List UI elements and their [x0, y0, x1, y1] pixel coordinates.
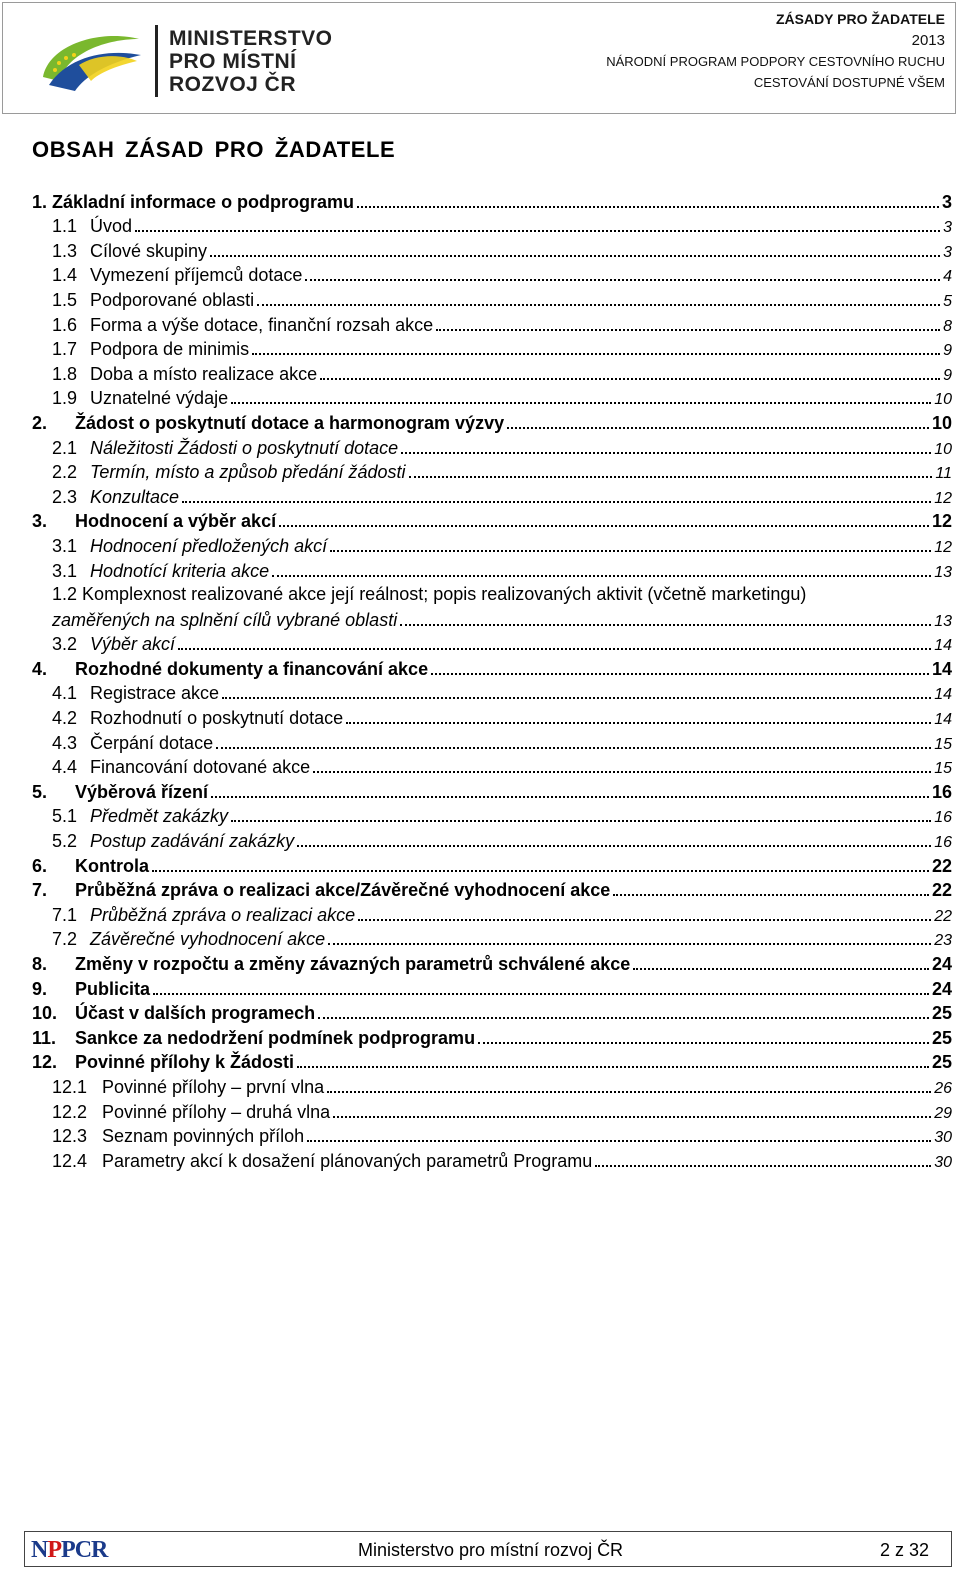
nppcr-logo: NPPCR	[31, 1537, 108, 1563]
toc-entry-number: 11.	[32, 1027, 57, 1048]
toc-page-number: 9	[943, 366, 952, 384]
toc-page-number: 10	[934, 391, 952, 409]
toc-entry-text: Úvod	[90, 216, 133, 237]
toc-entry-text: Základní informace o podprogramu	[52, 191, 355, 212]
toc-entry[interactable]	[32, 729, 952, 754]
toc-entry[interactable]	[32, 680, 952, 705]
toc-entry-number: 2.	[32, 412, 48, 433]
toc-entry-number: 5.2	[52, 831, 78, 852]
toc-entry-number: 1.7	[52, 339, 78, 360]
header-program: NÁRODNÍ PROGRAM PODPORY CESTOVNÍHO RUCHU	[606, 54, 945, 69]
toc-entry-number: 3.	[32, 511, 48, 532]
toc-entry-number: 3.2	[52, 634, 78, 655]
logo-divider	[155, 25, 158, 97]
toc-entry-text: Seznam povinných příloh	[102, 1126, 305, 1147]
toc-entry[interactable]	[32, 1049, 952, 1074]
toc-leader-dots	[613, 894, 929, 896]
toc-entry-text: Výběrová řízení	[75, 781, 209, 802]
toc-leader-dots	[279, 525, 929, 527]
toc-entry[interactable]	[32, 827, 952, 852]
toc-entry-text: Forma a výše dotace, finanční rozsah akce	[90, 314, 434, 335]
toc-entry[interactable]	[32, 311, 952, 336]
toc-entry[interactable]	[32, 409, 952, 434]
toc-entry-text: Hodnotící kriteria akce	[90, 560, 270, 581]
logo-wordmark: MINISTERSTVO PRO MÍSTNÍ ROZVOJ ČR	[169, 27, 333, 96]
toc-leader-dots	[409, 476, 933, 478]
header-year: 2013	[911, 32, 945, 49]
toc-page-number: 10	[934, 440, 952, 458]
toc-page-number: 13	[934, 563, 952, 581]
toc-leader-dots	[182, 501, 931, 503]
toc-entry[interactable]	[32, 975, 952, 1000]
toc-leader-dots	[272, 575, 931, 577]
toc-entry-text: Závěrečné vyhodnocení akce	[90, 929, 326, 950]
toc-leader-dots	[357, 206, 939, 208]
toc-entry-number: 1.4	[52, 265, 78, 286]
toc-entry-number: 4.4	[52, 757, 78, 778]
page-title: OBSAH ZÁSAD PRO ŽADATELE	[32, 137, 396, 162]
toc-entry[interactable]	[32, 360, 952, 385]
toc-leader-dots	[328, 943, 931, 945]
toc-entry[interactable]	[32, 1147, 952, 1172]
toc-page-number: 14	[931, 658, 952, 679]
toc-page-number: 25	[931, 1052, 952, 1073]
toc-entry-number: 6.	[32, 855, 48, 876]
toc-page-number: 8	[943, 317, 952, 335]
table-of-contents	[32, 188, 952, 1172]
toc-page-number: 3	[943, 219, 952, 237]
page-footer	[24, 1531, 952, 1567]
toc-entry-text: Změny v rozpočtu a změny závazných parametrů schválené akce	[75, 954, 631, 974]
toc-leader-dots	[358, 919, 931, 921]
toc-page-number: 15	[934, 735, 952, 753]
toc-page-number: 22	[931, 855, 952, 876]
toc-page-number: 4	[943, 268, 952, 286]
toc-page-number: 24	[931, 978, 952, 999]
toc-page-number: 30	[934, 1153, 952, 1171]
toc-leader-dots	[216, 747, 931, 749]
toc-entry-number: 1.	[32, 191, 48, 212]
toc-entry-number: 1.1	[52, 216, 78, 237]
toc-leader-dots	[320, 378, 940, 380]
toc-page-number: 14	[934, 711, 952, 729]
toc-page-number: 29	[934, 1104, 952, 1122]
toc-entry[interactable]	[32, 950, 952, 975]
toc-leader-dots	[305, 279, 940, 281]
toc-entry-text: Financování dotované akce	[90, 757, 311, 778]
toc-leader-dots	[252, 353, 940, 355]
toc-entry[interactable]	[32, 336, 952, 361]
toc-leader-dots	[400, 624, 931, 626]
toc-entry[interactable]	[32, 877, 952, 902]
toc-entry[interactable]	[32, 704, 952, 729]
toc-entry-text: Povinné přílohy – druhá vlna	[102, 1101, 331, 1122]
toc-entry-number: 1.8	[52, 363, 78, 384]
toc-entry-number: 12.1	[52, 1076, 88, 1097]
toc-entry[interactable]	[32, 803, 952, 828]
toc-leader-dots	[297, 845, 931, 847]
toc-entry-text: Sankce za nedodržení podmínek podprogramu	[75, 1027, 476, 1048]
toc-page-number: 22	[931, 880, 952, 901]
toc-page-number: 24	[931, 954, 952, 974]
toc-entry[interactable]	[32, 188, 952, 213]
toc-entry-number: 1.9	[52, 388, 78, 409]
toc-entry-number: 1.6	[52, 314, 78, 335]
toc-entry-number: 7.1	[52, 904, 78, 925]
toc-page-number: 30	[934, 1129, 952, 1147]
toc-page-number: 26	[934, 1079, 952, 1097]
toc-entry-text: Náležitosti Žádosti o poskytnutí dotace	[90, 437, 399, 458]
toc-page-number: 16	[934, 809, 952, 827]
toc-leader-dots	[152, 870, 929, 872]
toc-entry[interactable]	[32, 754, 952, 779]
toc-entry-number: 4.2	[52, 708, 78, 729]
toc-page-number: 15	[934, 760, 952, 778]
toc-entry-text: Vymezení příjemců dotace	[90, 265, 303, 286]
toc-entry-text: Registrace akce	[90, 683, 220, 704]
toc-entry-number: 2.1	[52, 437, 78, 458]
toc-page-number: 12	[934, 489, 952, 507]
toc-entry-text: Předmět zakázky	[90, 806, 229, 827]
page-header	[2, 2, 956, 114]
toc-entry[interactable]	[32, 532, 952, 557]
toc-entry[interactable]	[32, 237, 952, 262]
toc-page-number: 11	[935, 465, 952, 483]
toc-entry-text: Konzultace	[90, 486, 180, 507]
toc-entry-text: Výběr akcí	[90, 634, 176, 655]
toc-page-number: 14	[934, 686, 952, 704]
toc-entry-number: 2.2	[52, 462, 78, 483]
toc-entry-number: 12.	[32, 1052, 58, 1073]
toc-page-number: 25	[931, 1027, 952, 1048]
header-doc-name: ZÁSADY PRO ŽADATELE	[775, 11, 945, 27]
toc-entry[interactable]	[32, 582, 952, 631]
ministry-emblem-icon	[39, 25, 144, 95]
toc-entry-text: Povinné přílohy – první vlna	[102, 1076, 325, 1097]
toc-entry[interactable]	[32, 557, 952, 582]
toc-entry-text: Žádost o poskytnutí dotace a harmonogram výzvy	[75, 412, 505, 433]
toc-entry[interactable]	[32, 655, 952, 680]
toc-entry[interactable]	[32, 1123, 952, 1148]
toc-leader-dots	[401, 452, 931, 454]
toc-entry-number: 3.1	[52, 535, 78, 556]
toc-entry[interactable]	[32, 262, 952, 287]
toc-leader-dots	[307, 1140, 931, 1142]
toc-entry[interactable]	[32, 213, 952, 238]
toc-entry-number: 4.	[32, 658, 48, 679]
toc-leader-dots	[330, 550, 931, 552]
toc-entry-number: 1.5	[52, 289, 78, 310]
toc-entry-text: Uznatelné výdaje	[90, 388, 229, 409]
toc-leader-dots	[333, 1116, 931, 1118]
toc-entry-number: 4.1	[52, 683, 78, 704]
toc-entry[interactable]	[32, 434, 952, 459]
toc-entry-text: Parametry akcí k dosažení plánovaných parametrů Programu	[102, 1150, 593, 1171]
toc-entry-number: 5.	[32, 781, 48, 802]
toc-leader-dots	[327, 1091, 931, 1093]
header-info	[606, 9, 945, 93]
toc-page-number: 25	[931, 1003, 952, 1024]
toc-entry-number: 12.3	[52, 1126, 88, 1147]
toc-entry-number: 1.3	[52, 240, 78, 261]
toc-leader-dots	[595, 1165, 931, 1167]
toc-page-number: 22	[934, 907, 952, 925]
toc-page-number: 3	[943, 243, 952, 261]
toc-entry-text: Komplexnost realizované akce její reálnost; popis realizovaných aktivit (včetně marketingu)	[82, 583, 807, 604]
toc-entry[interactable]	[32, 631, 952, 656]
toc-entry-text: Podporované oblasti	[90, 289, 255, 310]
toc-entry-text: Hodnocení předložených akcí	[90, 535, 328, 556]
toc-leader-dots	[478, 1042, 929, 1044]
toc-entry-text: Doba a místo realizace akce	[90, 363, 318, 384]
toc-entry-text: Účast v dalších programech	[75, 1003, 316, 1024]
toc-page-number: 12	[934, 538, 952, 556]
toc-entry[interactable]	[32, 459, 952, 484]
toc-entry-text: Kontrola	[75, 855, 149, 876]
toc-leader-dots	[231, 402, 931, 404]
toc-entry-number: 12.4	[52, 1150, 88, 1171]
page-number: 2 z 32	[879, 1540, 929, 1560]
toc-entry[interactable]	[32, 1098, 952, 1123]
toc-leader-dots	[231, 820, 931, 822]
toc-entry[interactable]	[32, 385, 952, 410]
toc-leader-dots	[211, 796, 929, 798]
toc-page-number: 14	[934, 637, 952, 655]
toc-entry[interactable]	[32, 852, 952, 877]
toc-entry-number: 5.1	[52, 806, 78, 827]
toc-entry-text: Termín, místo a způsob předání žádosti	[90, 462, 406, 483]
toc-entry-number: 1.2	[52, 583, 78, 604]
toc-entry[interactable]	[32, 1024, 952, 1049]
toc-entry-text: Hodnocení a výběr akcí	[75, 511, 277, 532]
toc-entry-number: 2.3	[52, 486, 78, 507]
toc-page-number: 16	[931, 781, 952, 802]
toc-leader-dots	[318, 1017, 929, 1019]
toc-page-number: 9	[943, 342, 952, 360]
toc-page-number: 3	[941, 191, 952, 212]
ministry-logo	[39, 15, 333, 101]
toc-entry-text: Publicita	[75, 978, 151, 999]
toc-entry-number: 3.1	[52, 560, 78, 581]
toc-page-number: 13	[934, 612, 952, 630]
toc-entry-text: Průběžná zpráva o realizaci akce/Závěrečné vyhodnocení akce	[75, 880, 611, 901]
toc-entry-number: 12.2	[52, 1101, 88, 1122]
header-subprogram: CESTOVÁNÍ DOSTUPNÉ VŠEM	[753, 75, 945, 90]
toc-leader-dots	[210, 255, 940, 257]
toc-entry-number: 4.3	[52, 732, 78, 753]
toc-entry-number: 7.	[32, 880, 48, 901]
toc-leader-dots	[346, 722, 931, 724]
toc-entry[interactable]	[32, 508, 952, 533]
toc-leader-dots	[257, 304, 940, 306]
toc-page-number: 5	[943, 292, 952, 310]
toc-entry-text: Průběžná zpráva o realizaci akce	[90, 904, 356, 925]
toc-entry-text: Čerpání dotace	[90, 732, 214, 753]
toc-page-number: 16	[934, 834, 952, 852]
toc-entry[interactable]	[32, 1000, 952, 1025]
toc-leader-dots	[135, 230, 940, 232]
toc-entry[interactable]	[32, 901, 952, 926]
toc-entry-text: Podpora de minimis	[90, 339, 250, 360]
toc-entry[interactable]	[32, 926, 952, 951]
toc-entry-text: Cílové skupiny	[90, 240, 208, 261]
toc-leader-dots	[222, 697, 931, 699]
toc-entry-text: Rozhodné dokumenty a financování akce	[75, 658, 429, 679]
toc-entry-number: 10.	[32, 1003, 58, 1024]
toc-entry-text: Postup zadávání zakázky	[90, 831, 295, 852]
toc-page-number: 23	[934, 932, 952, 950]
toc-leader-dots	[153, 993, 929, 995]
toc-page-number: 10	[931, 412, 952, 433]
toc-page-number: 12	[931, 511, 952, 532]
toc-leader-dots	[431, 673, 929, 675]
toc-entry-text: Povinné přílohy k Žádosti	[75, 1052, 295, 1073]
toc-entry[interactable]	[32, 778, 952, 803]
toc-leader-dots	[313, 771, 931, 773]
toc-entry[interactable]	[32, 1073, 952, 1098]
toc-entry-number: 8.	[32, 954, 48, 974]
footer-ministry: Ministerstvo pro místní rozvoj ČR	[358, 1540, 624, 1560]
toc-leader-dots	[178, 648, 931, 650]
toc-leader-dots	[436, 329, 940, 331]
toc-entry[interactable]	[32, 483, 952, 508]
toc-entry-text-cont: zaměřených na splnění cílů vybrané oblasti	[52, 609, 398, 630]
toc-entry-text: Rozhodnutí o poskytnutí dotace	[90, 708, 344, 729]
toc-leader-dots	[507, 427, 929, 429]
toc-entry-number: 7.2	[52, 929, 78, 950]
toc-entry-number: 9.	[32, 978, 48, 999]
toc-leader-dots	[297, 1066, 929, 1068]
toc-entry[interactable]	[32, 286, 952, 311]
toc-leader-dots	[633, 968, 929, 970]
